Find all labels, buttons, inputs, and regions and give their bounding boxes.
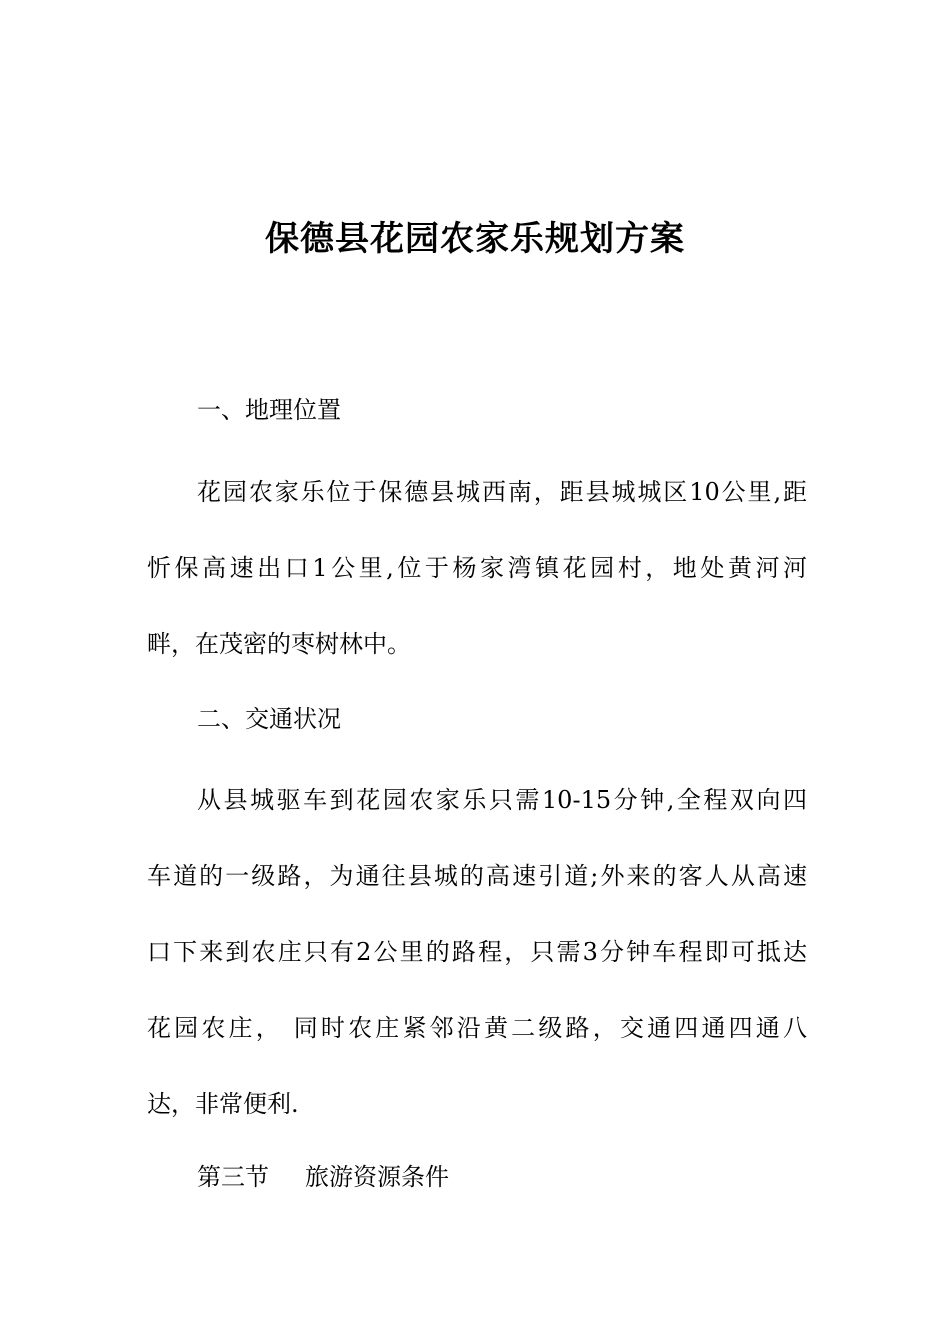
paragraph-line: 花园农家乐位于保德县城西南，距县城城区10公里,距 — [197, 478, 807, 506]
paragraph-line: 从县城驱车到花园农家乐只需10-15分钟,全程双向四 — [197, 786, 807, 814]
section-heading-traffic: 二、交通状况 — [197, 705, 341, 733]
paragraph-line: 花园农庄， 同时农庄紧邻沿黄二级路，交通四通四通八 — [147, 1014, 807, 1042]
paragraph-line: 车道的一级路，为通往县城的高速引道;外来的客人从高速 — [147, 862, 807, 890]
section-heading-location: 一、地理位置 — [197, 396, 341, 424]
paragraph-line: 口下来到农庄只有2公里的路程，只需3分钟车程即可抵达 — [147, 938, 807, 966]
section-number: 第三节 — [197, 1163, 269, 1191]
document-title: 保德县花园农家乐规划方案 — [265, 219, 685, 259]
paragraph-traffic — [147, 762, 807, 1142]
section-heading-tourism — [197, 1159, 449, 1195]
paragraph-line: 忻保高速出口1公里,位于杨家湾镇花园村，地处黄河河 — [147, 554, 807, 582]
paragraph-line: 达，非常便利. — [147, 1090, 299, 1118]
paragraph-location — [147, 454, 807, 682]
paragraph-line: 畔，在茂密的枣树林中。 — [147, 630, 411, 658]
section-title: 旅游资源条件 — [305, 1163, 449, 1191]
